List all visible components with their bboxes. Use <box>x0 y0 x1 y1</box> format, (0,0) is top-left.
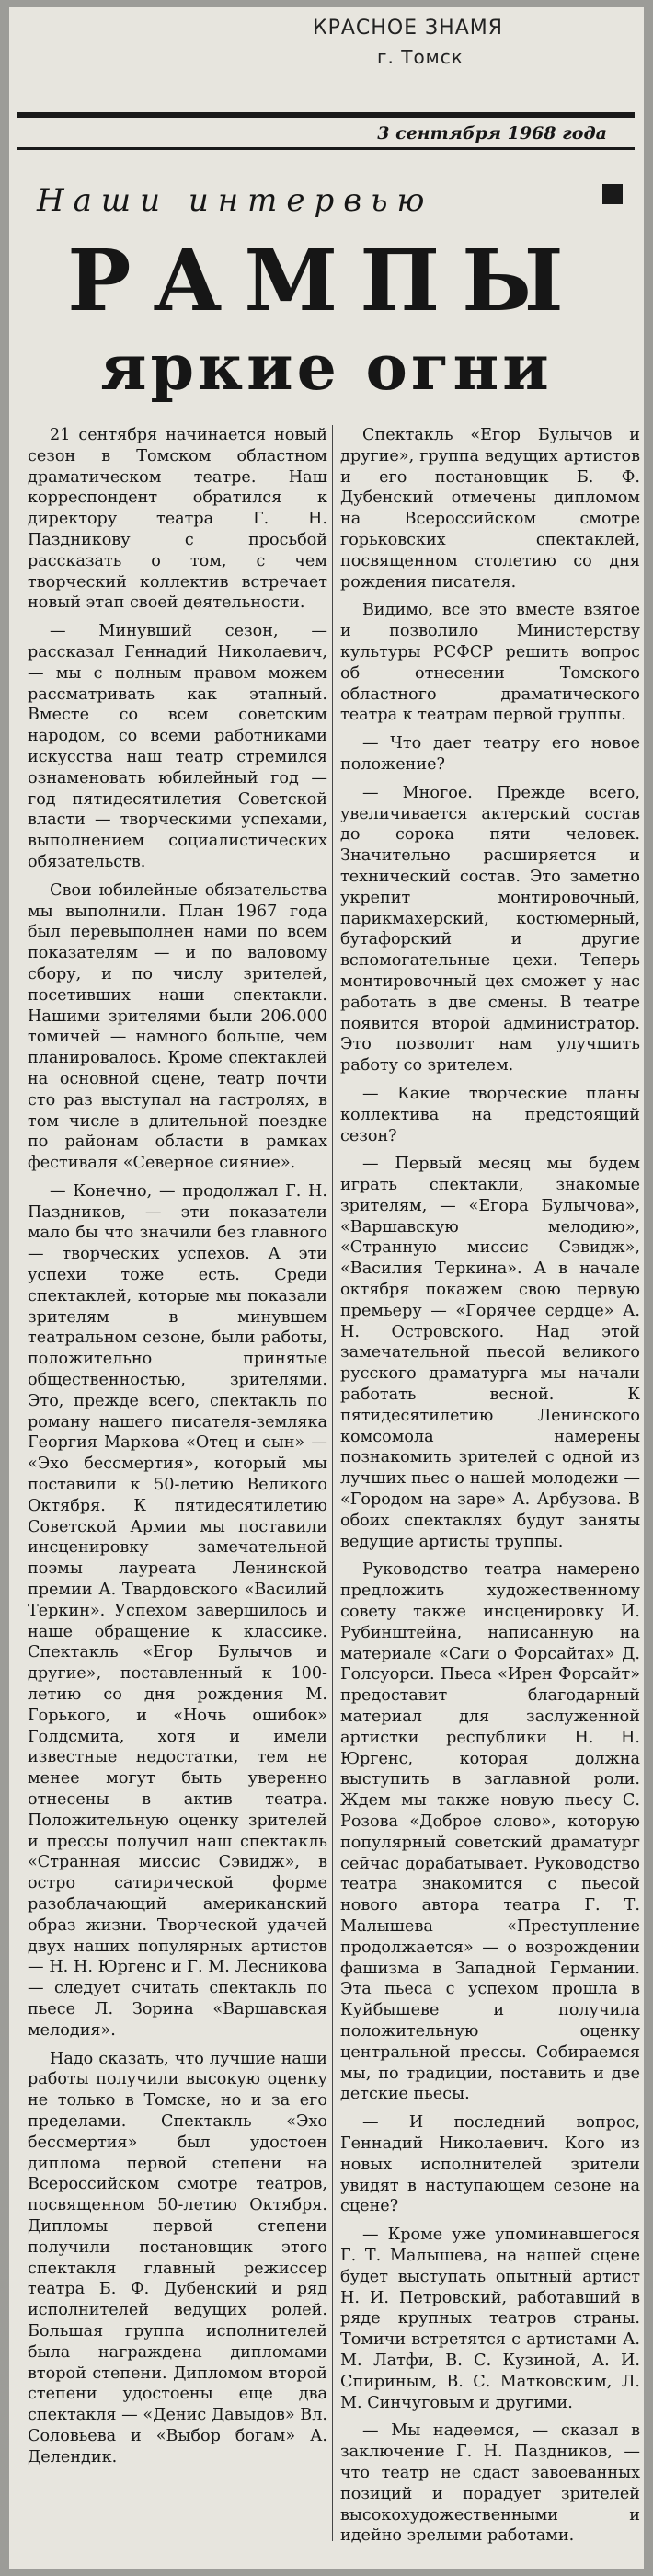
article-paragraph: — Первый месяц мы будем играть спектакли, знакомые зрителям, — «Егора Булычова», «Варшавскую мелодию», «Странную миссис Сэвидж», «Василия Теркина». А в начале октября покажем свою первую премьеру — «Горячее сердце» А. Н. Островского. Над этой замечательной пьесой великого русского драматурга мы начали работать весной. К пятидесятилетию Ленинского комсомола намерены познакомить зрителей с одной из лучших пьес о нашей молодежи — «Городом на заре» А. Арбузова. В обоих спектаклях будут заняты ведущие артисты труппы. <box>340 1155 640 1551</box>
right-column <box>340 425 640 2554</box>
library-stamp <box>313 17 616 75</box>
left-column <box>28 425 327 2476</box>
article-paragraph: — Минувший сезон, — рассказал Геннадий Николаевич, — мы с полным правом можем рассматривать как этапный. Вместе со всем советским народом, со всеми работниками искусства наш театр стремился ознаменовать юбилейный год — год пятидесятилетия Советской власти — творческими успехами, выполнением социалистических обязательств. <box>28 622 327 871</box>
article-paragraph: Видимо, все это вместе взятое и позволило Министерству культуры РСФСР решить вопрос об отнесении Томского областного драматического театра к театрам первой группы. <box>340 601 640 725</box>
interview-question: — И последний вопрос, Геннадий Николаевич. Кого из новых исполнителей зрители увидят в наступающем сезоне на сцене? <box>340 2113 640 2216</box>
stamp-newspaper-name: КРАСНОЕ ЗНАМЯ <box>313 17 504 40</box>
interview-question: — Что дает театру его новое положение? <box>340 734 640 774</box>
article-paragraph: Руководство театра намерено предложить художественному совету также инсценировку И. Рубинштейна, написанную на материале «Саги о Форсайтах» Д. Голсуорси. Пьеса «Ирен Форсайт» предоставит благодарный материал для заслуженной артистки республики Н. Н. Юргенс, которая должна выступить в заглавной роли. Ждем мы также новую пьесу С. Розова «Доброе слово», которую популярный советский драматург сейчас дорабатывает. Руководство театра знакомится с пьесой нового автора театра Г. Т. Малышева «Преступление продолжается» — о возрождении фашизма в Западной Германии. Эта пьеса с успехом прошла в Куйбышеве и получила положительную оценку центральной прессы. Собираемся мы, по традиции, поставить и две детские пьесы. <box>340 1560 640 2104</box>
rubric-heading: Наши интервью <box>37 182 434 219</box>
article-paragraph: Свои юбилейные обязательства мы выполнили. План 1967 года был перевыполнен нами по всем показателям — и по валовому сбору, и по числу зрителей, посетивших наши спектакли. Нашими зрителями были 206.000 томичей — намного больше, чем планировалось. Кроме спектаклей на основной сцене, театр почти сто раз выступал на гастролях, в том числе в длительной поездке по районам области в рамках фестиваля «Северное сияние». <box>28 880 327 1173</box>
column-divider <box>332 425 333 2541</box>
article-paragraph: — Кроме уже упоминавшегося Г. Т. Малышева, на нашей сцене будет выступать опытный артист Н. И. Петровский, работавший в ряде крупных театров страны. Томичи встретятся с артистами А. М. Латфи, В. С. Кузиной, А. И. Спириным, В. С. Матковским, Л. М. Синчуговым и другими. <box>340 2225 640 2412</box>
article-paragraph: 21 сентября начинается новый сезон в Томском областном драматическом театре. Наш корреспондент обратился к директору театра Г. Н. Паздникову с просьбой рассказать о том, с чем творческий коллектив встречает новый этап своей деятельности. <box>28 426 327 613</box>
article-paragraph: — Многое. Прежде всего, увеличивается актерский состав до сорока пяти человек. Значительно расширяется и технический состав. Это заметно укрепит монтировочный, парикмахерский, костюмерный, бутафорский и другие вспомогательные цехи. Теперь монтировочный цех сможет у нас работать в две смены. В театре появится второй администратор. Это позволит нам улучшить работу со зрителем. <box>340 783 640 1075</box>
article-paragraph: Спектакль «Егор Булычов и другие», группа ведущих артистов и его постановщик Б. Ф. Дубенский отмечены дипломом на Всероссийском смотре горьковских спектаклей, посвященном столетию со дня рождения писателя. <box>340 426 640 592</box>
date-rule <box>17 147 635 150</box>
article-paragraph: — Конечно, — продолжал Г. Н. Паздников, — эти показатели мало бы что значили без главного — творческих успехов. А эти успехи тоже есть. Среди спектаклей, которые мы показали зрителям в минувшем театральном сезоне, были работы, положительно принятые общественностью, зрителями. Это, прежде всего, спектакль по роману нашего писателя-земляка Георгия Маркова «Отец и сын» — «Эхо бессмертия», который мы поставили к 50-летию Великого Октября. К пятидесятилетию Советской Армии мы поставили инсценировку замечательной поэмы лауреата Ленинской премии А. Твардовского «Василий Теркин». Успехом завершилось и наше обращение к классике. Спектакль «Егор Булычов и другие», поставленный к 100-летию со дня рождения М. Горького, и «Ночь ошибок» Голдсмита, хотя и имели известные недостатки, тем не менее могут быть уверенно отнесены в актив театра. Положительную оценку зрителей и прессы получил наш спектакль «Странная миссис Сэвидж», в остро сатирической форме разоблачающий американский образ жизни. Творческой удачей двух наших популярных артистов — Н. Н. Юргенс и Г. М. Лесникова — следует считать спектакль по пьесе Л. Зорина «Варшавская мелодия». <box>28 1181 327 2040</box>
rubric-square-mark <box>602 184 623 204</box>
article-paragraph: Надо сказать, что лучшие наши работы получили высокую оценку не только в Томске, но и за его пределами. Спектакль «Эхо бессмертия» был удостоен диплома первой степени на Всероссийском смотре театров, посвященном 50-летию Октября. Дипломы первой степени получили постановщик этого спектакля главный режиссер театра Б. Ф. Дубенский и ряд исполнителей ведущих ролей. Большая группа исполнителей была награждена дипломами второй степени. Дипломом второй степени удостоены еще два спектакля — «Денис Давыдов» Вл. Соловьева и «Выбор богам» А. Делендик. <box>28 2049 327 2467</box>
article-paragraph: — Мы надеемся, — сказал в заключение Г. Н. Паздников, — что театр не сдаст завоеванных позиций и порадует зрителей высокохудожественными и идейно зрелыми работами. <box>340 2421 640 2546</box>
top-rule <box>17 112 635 118</box>
article-title-line2: яркие огни <box>100 331 553 405</box>
interview-question: — Какие творческие планы коллектива на предстоящий сезон? <box>340 1084 640 1145</box>
article-title-line1: РАМПЫ <box>67 231 586 330</box>
stamp-city: г. Томск <box>377 46 464 68</box>
issue-date: 3 сентября 1968 года <box>377 123 607 144</box>
